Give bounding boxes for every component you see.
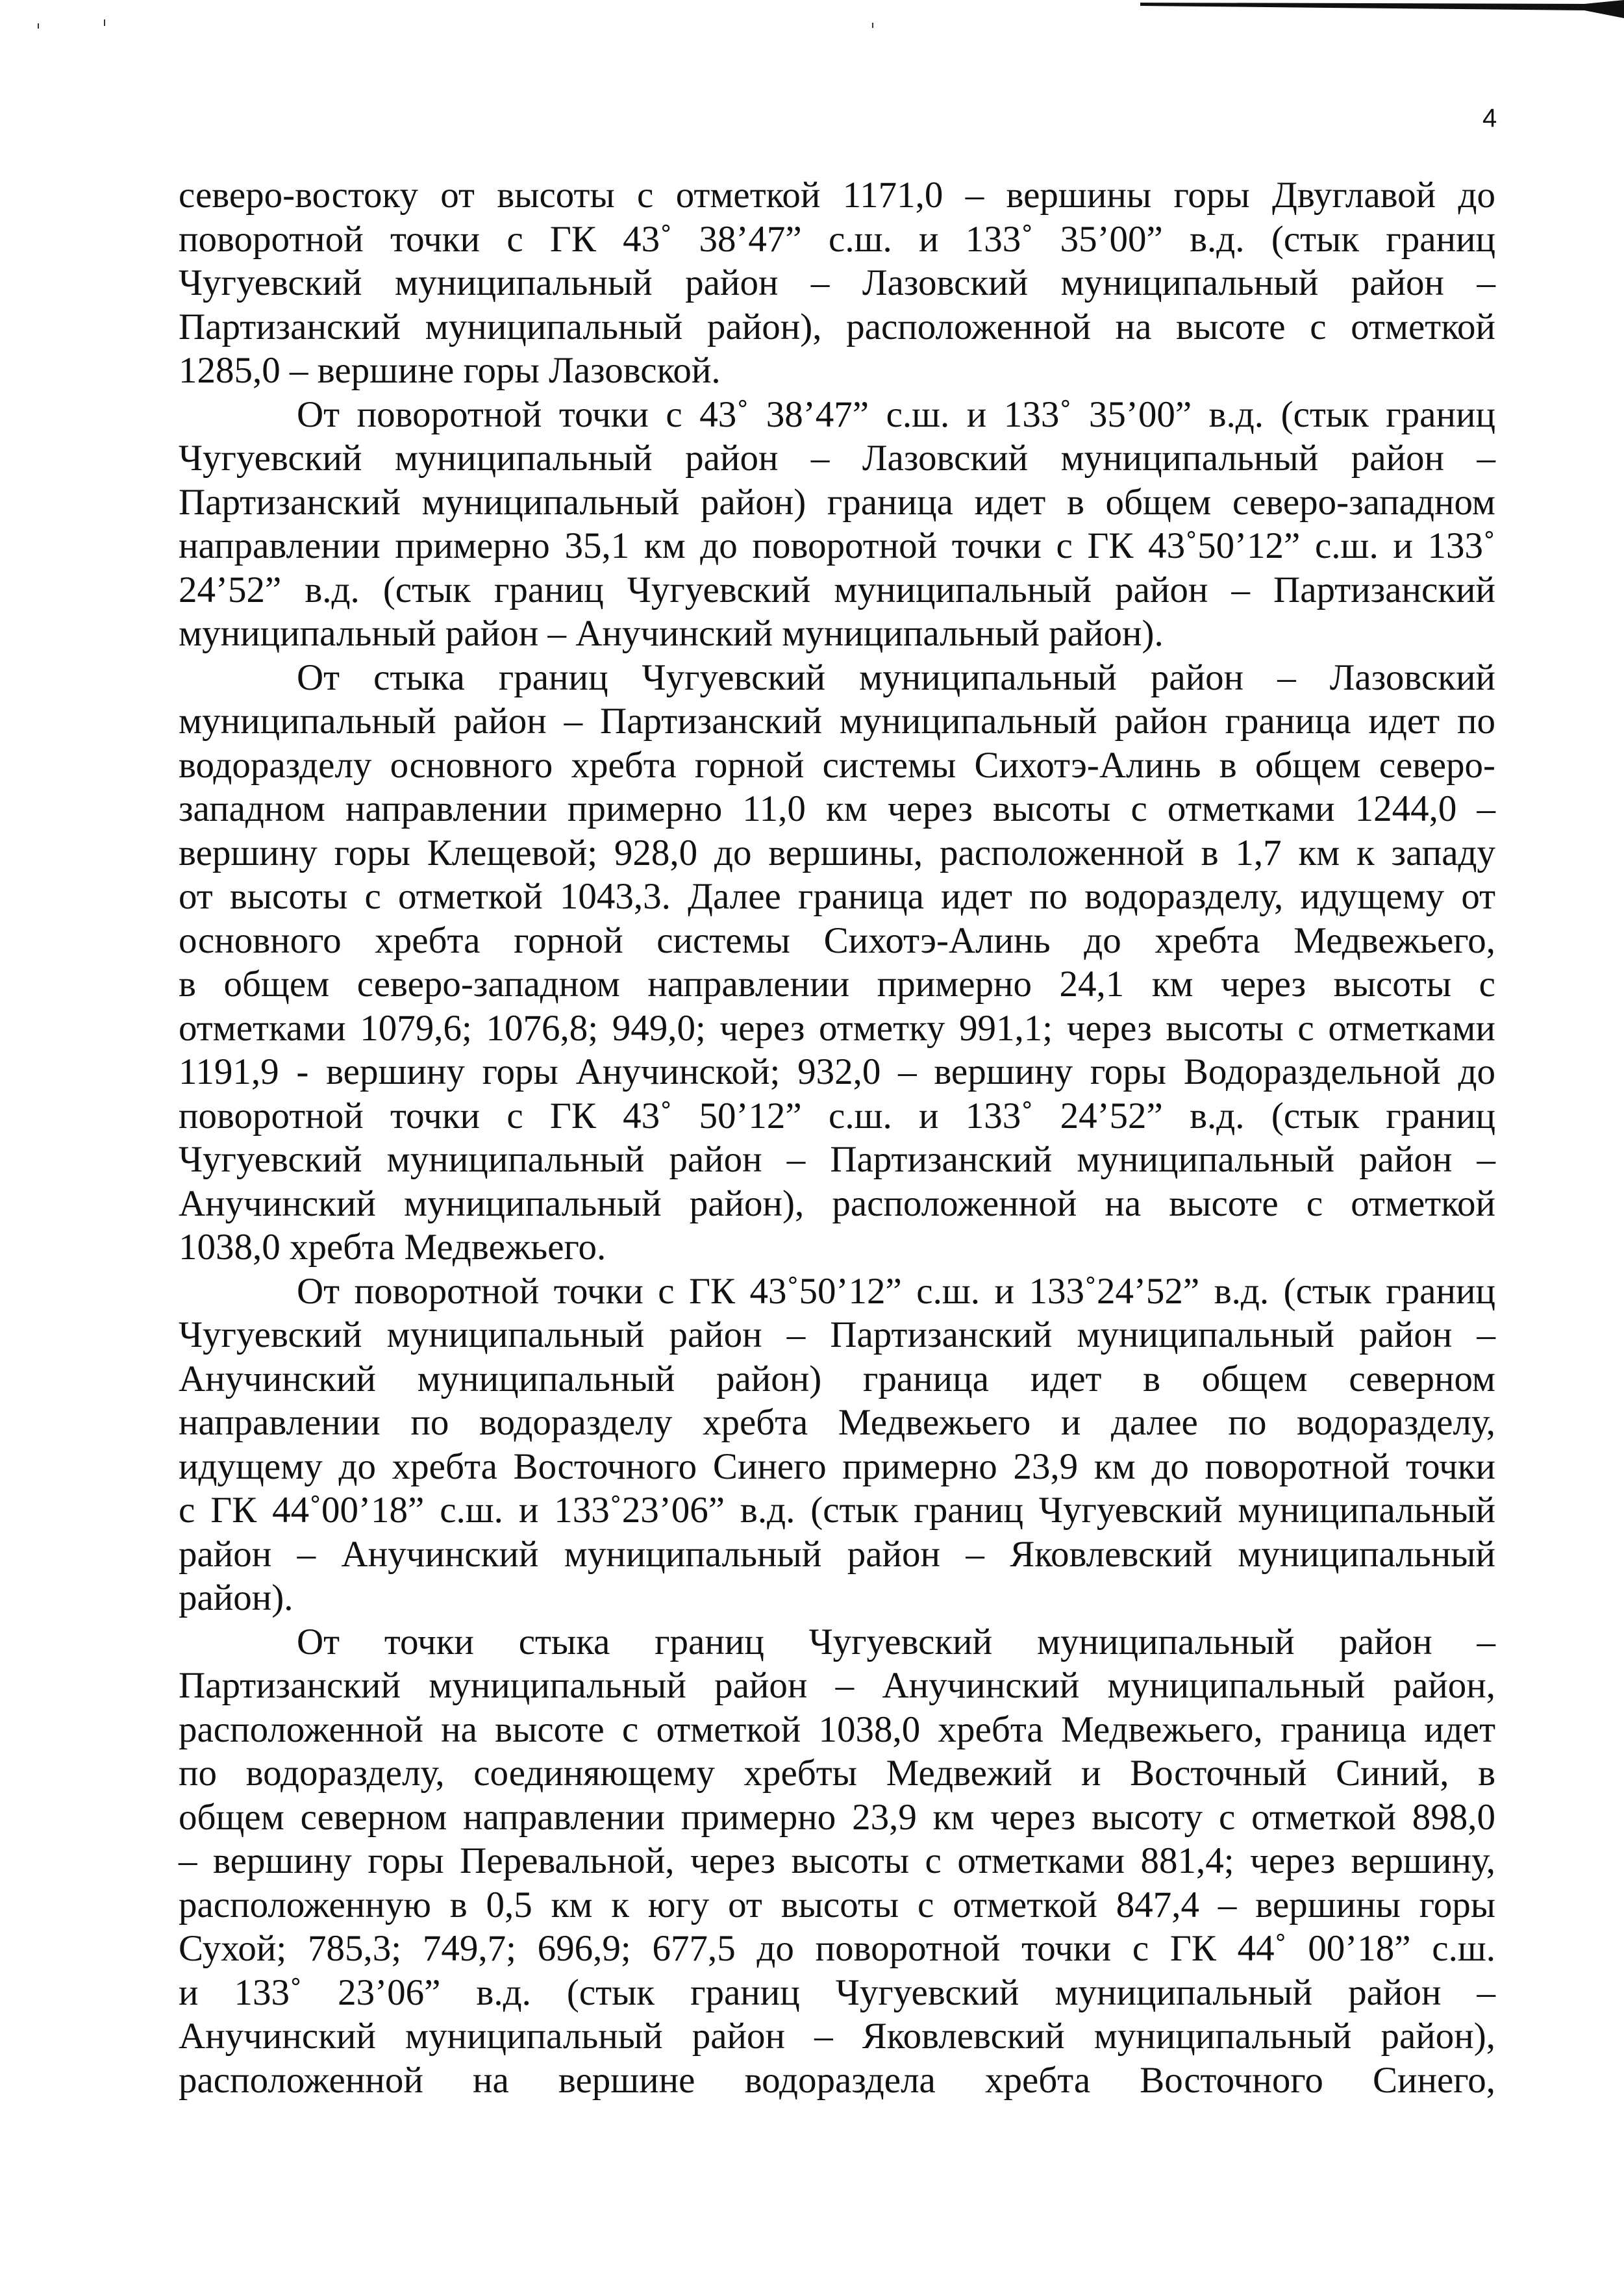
paragraph [179, 656, 1495, 1270]
text-line: поворотной точки с ГК 43˚ 38’47” с.ш. и 133˚ 35’00” в.д. (стык границ [179, 218, 1495, 260]
text-line: основного хребта горной системы Сихотэ-Алинь до хребта Медвежьего, [179, 920, 1495, 961]
text-line: Партизанский муниципальный район – Анучинский муниципальный район, [179, 1665, 1495, 1706]
paragraph [179, 393, 1495, 656]
text-line: – вершину горы Перевальной, через высоты с отметками 881,4; через вершину, [179, 1840, 1495, 1881]
scan-speck [872, 23, 873, 28]
text-line: Партизанский муниципальный район), расположенной на высоте с отметкой [179, 306, 1495, 347]
paragraph [179, 173, 1495, 393]
text-line: Чугуевский муниципальный район – Партизанский муниципальный район – [179, 1314, 1495, 1355]
scan-speck [38, 23, 39, 29]
text-line: отметками 1079,6; 1076,8; 949,0; через отметку 991,1; через высоты с отметками [179, 1007, 1495, 1049]
text-line: От точки стыка границ Чугуевский муниципальный район – [297, 1621, 1495, 1662]
text-line: От поворотной точки с 43˚ 38’47” с.ш. и 133˚ 35’00” в.д. (стык границ [297, 394, 1495, 435]
scan-edge-mark [0, 0, 1624, 26]
text-line: водоразделу основного хребта горной системы Сихотэ-Алинь в общем северо- [179, 744, 1495, 786]
text-line: Чугуевский муниципальный район – Лазовский муниципальный район – [179, 262, 1495, 303]
text-line: северо-востоку от высоты с отметкой 1171,0 – вершины горы Двуглавой до [179, 175, 1495, 216]
text-line: вершину горы Клещевой; 928,0 до вершины, расположенной в 1,7 км к западу [179, 832, 1495, 873]
text-line: от высоты с отметкой 1043,3. Далее граница идет по водоразделу, идущему от [179, 876, 1495, 917]
text-line: район). [179, 1577, 294, 1618]
text-line: и 133˚ 23’06” в.д. (стык границ Чугуевский муниципальный район – [179, 1972, 1495, 2013]
text-line: с ГК 44˚00’18” с.ш. и 133˚23’06” в.д. (стык границ Чугуевский муниципальный [179, 1490, 1495, 1531]
text-line: расположенной на вершине водораздела хребта Восточного Синего, [179, 2059, 1495, 2101]
text-line: Анучинский муниципальный район) граница идет в общем северном [179, 1358, 1495, 1399]
text-line: 1038,0 хребта Медвежьего. [179, 1227, 606, 1268]
text-line: общем северном направлении примерно 23,9 км через высоту с отметкой 898,0 [179, 1796, 1495, 1838]
page-number: 4 [1482, 104, 1497, 132]
text-line: расположенной на высоте с отметкой 1038,0 хребта Медвежьего, граница идет [179, 1709, 1495, 1750]
text-line: в общем северо-западном направлении примерно 24,1 км через высоты с [179, 964, 1495, 1005]
scan-speck [104, 19, 105, 26]
text-line: расположенную в 0,5 км к югу от высоты с отметкой 847,4 – вершины горы [179, 1884, 1495, 1925]
text-line: 24’52” в.д. (стык границ Чугуевский муниципальный район – Партизанский [179, 569, 1495, 610]
text-line: муниципальный район – Анучинский муниципальный район). [179, 613, 1164, 654]
text-line: От стыка границ Чугуевский муниципальный район – Лазовский [297, 657, 1495, 698]
text-line: Анучинский муниципальный район), расположенной на высоте с отметкой [179, 1183, 1495, 1224]
text-line: направлении примерно 35,1 км до поворотной точки с ГК 43˚50’12” с.ш. и 133˚ [179, 525, 1495, 566]
text-line: 1191,9 - вершину горы Анучинской; 932,0 – вершину горы Водораздельной до [179, 1051, 1495, 1092]
text-line: Чугуевский муниципальный район – Лазовский муниципальный район – [179, 438, 1495, 479]
paragraph [179, 1620, 1495, 2103]
text-line: поворотной точки с ГК 43˚ 50’12” с.ш. и 133˚ 24’52” в.д. (стык границ [179, 1095, 1495, 1136]
text-line: по водоразделу, соединяющему хребты Медвежий и Восточный Синий, в [179, 1753, 1495, 1794]
text-line: Сухой; 785,3; 749,7; 696,9; 677,5 до поворотной точки с ГК 44˚ 00’18” с.ш. [179, 1928, 1495, 1969]
text-line: западном направлении примерно 11,0 км через высоты с отметками 1244,0 – [179, 788, 1495, 829]
text-line: идущему до хребта Восточного Синего примерно 23,9 км до поворотной точки [179, 1446, 1495, 1487]
text-line: 1285,0 – вершине горы Лазовской. [179, 350, 721, 391]
text-line: район – Анучинский муниципальный район – Яковлевский муниципальный [179, 1533, 1495, 1575]
text-line: Партизанский муниципальный район) граница идет в общем северо-западном [179, 481, 1495, 523]
text-line: От поворотной точки с ГК 43˚50’12” с.ш. и 133˚24’52” в.д. (стык границ [297, 1270, 1495, 1312]
text-line: Анучинский муниципальный район – Яковлевский муниципальный район), [179, 2016, 1495, 2057]
text-line: направлении по водоразделу хребта Медвежьего и далее по водоразделу, [179, 1402, 1495, 1443]
document-body [179, 173, 1495, 2102]
text-line: Чугуевский муниципальный район – Партизанский муниципальный район – [179, 1139, 1495, 1180]
text-line: муниципальный район – Партизанский муниципальный район граница идет по [179, 701, 1495, 742]
paragraph [179, 1270, 1495, 1620]
